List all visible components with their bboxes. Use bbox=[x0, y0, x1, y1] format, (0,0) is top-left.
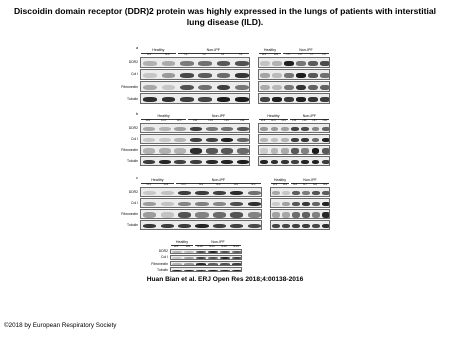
protein-band bbox=[284, 73, 293, 77]
protein-band bbox=[322, 224, 330, 228]
protein-band bbox=[291, 127, 299, 131]
row-label: Fibronectin bbox=[121, 212, 138, 217]
protein-band bbox=[174, 138, 186, 142]
row-label: Col I bbox=[131, 136, 138, 141]
protein-band bbox=[159, 148, 171, 153]
group-label: Healthy bbox=[175, 240, 189, 244]
protein-band bbox=[260, 97, 269, 101]
lane-label: H-3 bbox=[272, 183, 278, 186]
protein-band bbox=[162, 97, 176, 101]
protein-band bbox=[208, 251, 217, 253]
slide-title: Discoidin domain receptor (DDR)2 protein was highly expressed in the lungs of patients with interstitial lung disease (ILD). bbox=[13, 6, 437, 27]
lane-label: H-4 bbox=[271, 119, 276, 122]
lane-label: I-17 bbox=[312, 119, 317, 122]
lane-label: N-8 bbox=[312, 183, 318, 186]
protein-band bbox=[301, 138, 309, 142]
blot-strip bbox=[170, 249, 242, 254]
protein-band bbox=[237, 138, 249, 142]
protein-band bbox=[271, 148, 279, 153]
protein-band bbox=[232, 263, 241, 266]
protein-band bbox=[161, 224, 174, 228]
protein-band bbox=[260, 73, 269, 77]
protein-band bbox=[196, 263, 205, 266]
protein-band bbox=[260, 127, 268, 131]
blot-strip bbox=[140, 69, 250, 80]
protein-band bbox=[143, 61, 157, 65]
protein-band bbox=[184, 257, 193, 259]
lane-label: N-7 bbox=[302, 183, 308, 186]
protein-band bbox=[312, 191, 320, 195]
protein-band bbox=[235, 73, 249, 77]
row-label: Tubulin bbox=[127, 159, 138, 164]
row-label: Col I bbox=[161, 255, 168, 260]
protein-band bbox=[143, 85, 157, 91]
protein-band bbox=[217, 61, 231, 65]
protein-band bbox=[217, 97, 231, 101]
lane-label: N-9 bbox=[322, 183, 328, 186]
lane-label: I-11 bbox=[192, 119, 198, 122]
protein-band bbox=[232, 257, 241, 259]
protein-band bbox=[143, 160, 155, 164]
protein-band bbox=[272, 85, 281, 91]
row-label: Col I bbox=[131, 200, 138, 205]
row-label: Tubulin bbox=[157, 267, 168, 272]
protein-band bbox=[178, 202, 191, 206]
blot-strip bbox=[140, 134, 250, 144]
protein-band bbox=[161, 191, 174, 195]
protein-band bbox=[230, 191, 243, 195]
protein-band bbox=[312, 212, 320, 217]
protein-band bbox=[248, 212, 261, 217]
protein-band bbox=[272, 212, 280, 217]
protein-band bbox=[180, 97, 194, 101]
protein-band bbox=[282, 202, 290, 206]
blot-panel bbox=[121, 46, 250, 104]
protein-band bbox=[272, 202, 280, 206]
protein-band bbox=[296, 73, 305, 77]
protein-band bbox=[213, 212, 226, 217]
group-label: Healthy bbox=[157, 114, 170, 118]
lane-label: N-1 bbox=[181, 183, 186, 186]
row-label: Fibronectin bbox=[121, 148, 138, 153]
protein-band bbox=[196, 257, 205, 259]
protein-band bbox=[184, 270, 193, 272]
row-label: Fibronectin bbox=[151, 261, 168, 266]
protein-band bbox=[272, 61, 281, 65]
blot-strip bbox=[140, 187, 262, 197]
protein-band bbox=[271, 160, 279, 164]
protein-band bbox=[296, 97, 305, 101]
protein-band bbox=[320, 61, 329, 65]
protein-band bbox=[198, 85, 212, 91]
protein-band bbox=[260, 85, 269, 91]
protein-band bbox=[178, 191, 191, 195]
protein-band bbox=[184, 263, 193, 266]
lane-label: I-8 bbox=[322, 53, 326, 56]
protein-band bbox=[292, 191, 300, 195]
lane-label: I-18 bbox=[322, 119, 328, 122]
group-label: Non-IPF bbox=[299, 48, 313, 52]
protein-band bbox=[174, 148, 186, 153]
protein-band bbox=[143, 202, 156, 206]
protein-band bbox=[213, 224, 226, 228]
protein-band bbox=[312, 160, 320, 164]
protein-band bbox=[301, 148, 309, 153]
blot-strip bbox=[140, 156, 250, 166]
protein-band bbox=[208, 263, 217, 266]
protein-band bbox=[260, 61, 269, 65]
protein-band bbox=[221, 127, 233, 131]
protein-band bbox=[302, 224, 310, 228]
protein-band bbox=[174, 127, 186, 131]
protein-band bbox=[196, 270, 205, 272]
lane-label: N-3 bbox=[216, 183, 221, 186]
blot-strip bbox=[258, 134, 330, 144]
lane-label: I-2 bbox=[202, 53, 206, 56]
protein-band bbox=[308, 85, 317, 91]
blot-strip bbox=[140, 57, 250, 68]
protein-band bbox=[172, 257, 181, 259]
lane-label: I-6 bbox=[298, 53, 302, 56]
protein-band bbox=[208, 270, 217, 272]
protein-band bbox=[206, 138, 218, 142]
protein-band bbox=[221, 138, 233, 142]
protein-band bbox=[180, 85, 194, 91]
citation: Huan Bian et al. ERJ Open Res 2018;4:00138-2016 bbox=[146, 276, 304, 283]
protein-band bbox=[320, 73, 329, 77]
lane-label: N-11 bbox=[209, 245, 215, 248]
protein-band bbox=[180, 61, 194, 65]
protein-band bbox=[143, 148, 155, 153]
blot-strip bbox=[170, 255, 242, 260]
protein-band bbox=[159, 138, 171, 142]
protein-band bbox=[272, 73, 281, 77]
protein-band bbox=[237, 148, 249, 153]
lane-label: N-4 bbox=[233, 183, 238, 186]
protein-band bbox=[312, 224, 320, 228]
blot-strip bbox=[270, 198, 330, 208]
row-label: DDR2 bbox=[128, 125, 138, 130]
blot-strip bbox=[140, 93, 250, 104]
protein-band bbox=[291, 148, 299, 153]
protein-band bbox=[143, 97, 157, 101]
protein-band bbox=[260, 148, 268, 153]
protein-band bbox=[284, 61, 293, 65]
blot-strip bbox=[258, 93, 330, 104]
protein-band bbox=[172, 270, 181, 272]
protein-band bbox=[162, 61, 176, 65]
group-label: Healthy bbox=[263, 48, 277, 52]
lane-label: H-5 bbox=[177, 119, 182, 122]
lane-label: H-6 bbox=[185, 245, 191, 248]
group-label: Healthy bbox=[267, 114, 280, 118]
protein-band bbox=[302, 212, 310, 217]
row-label: Tubulin bbox=[127, 223, 138, 228]
lane-label: I-16 bbox=[302, 119, 307, 122]
blot-strip bbox=[270, 220, 330, 230]
protein-band bbox=[291, 138, 299, 142]
protein-band bbox=[143, 138, 155, 142]
protein-band bbox=[235, 97, 249, 101]
blot-strip bbox=[258, 57, 330, 68]
protein-band bbox=[161, 212, 174, 217]
group-label: Healthy bbox=[151, 178, 164, 182]
protein-band bbox=[271, 138, 279, 142]
protein-band bbox=[190, 148, 202, 153]
protein-band bbox=[322, 127, 330, 131]
protein-band bbox=[172, 263, 181, 266]
protein-band bbox=[143, 73, 157, 77]
protein-band bbox=[281, 138, 289, 142]
lane-label: H-1 bbox=[147, 53, 152, 56]
protein-band bbox=[296, 85, 305, 91]
protein-band bbox=[237, 127, 249, 131]
protein-band bbox=[198, 97, 212, 101]
protein-band bbox=[220, 257, 229, 259]
protein-band bbox=[143, 191, 156, 195]
protein-band bbox=[220, 251, 229, 253]
protein-band bbox=[162, 85, 176, 91]
protein-band bbox=[312, 202, 320, 206]
protein-band bbox=[162, 73, 176, 77]
protein-band bbox=[291, 160, 299, 164]
lane-label: H-1 bbox=[146, 183, 151, 186]
lane-label: I-7 bbox=[310, 53, 314, 56]
protein-band bbox=[308, 61, 317, 65]
protein-band bbox=[237, 160, 249, 164]
protein-band bbox=[308, 97, 317, 101]
blot-strip bbox=[140, 123, 250, 133]
protein-band bbox=[230, 224, 243, 228]
protein-band bbox=[198, 73, 212, 77]
protein-band bbox=[178, 224, 191, 228]
protein-band bbox=[217, 73, 231, 77]
protein-band bbox=[184, 251, 193, 253]
protein-band bbox=[230, 202, 243, 206]
protein-band bbox=[220, 270, 229, 272]
row-label: Tubulin bbox=[127, 96, 138, 101]
protein-band bbox=[206, 160, 218, 164]
protein-band bbox=[213, 191, 226, 195]
protein-band bbox=[206, 127, 218, 131]
blot-strip bbox=[258, 145, 330, 155]
protein-band bbox=[213, 202, 226, 206]
protein-band bbox=[221, 160, 233, 164]
group-label: Healthy bbox=[152, 48, 165, 52]
blot-strip bbox=[270, 187, 330, 197]
protein-band bbox=[143, 224, 156, 228]
blot-strip bbox=[270, 209, 330, 219]
blot-strip bbox=[140, 209, 262, 219]
protein-band bbox=[272, 191, 280, 195]
blot-panel bbox=[121, 176, 262, 230]
protein-band bbox=[232, 270, 241, 272]
protein-band bbox=[282, 224, 290, 228]
protein-band bbox=[322, 160, 330, 164]
protein-band bbox=[195, 191, 208, 195]
protein-band bbox=[190, 138, 202, 142]
protein-band bbox=[302, 202, 310, 206]
lane-label: H-3 bbox=[145, 119, 150, 122]
protein-band bbox=[312, 148, 320, 153]
protein-band bbox=[208, 257, 217, 259]
group-label: Non-IPF bbox=[211, 240, 225, 244]
protein-band bbox=[296, 61, 305, 65]
protein-band bbox=[206, 148, 218, 153]
protein-band bbox=[322, 212, 330, 217]
protein-band bbox=[322, 202, 330, 206]
lane-label: N-10 bbox=[197, 245, 203, 248]
protein-band bbox=[172, 251, 181, 253]
blot-strip bbox=[140, 145, 250, 155]
protein-band bbox=[281, 148, 289, 153]
group-label: Non-IPF bbox=[211, 178, 226, 182]
lane-label: I-12 bbox=[208, 119, 213, 122]
protein-band bbox=[308, 73, 317, 77]
protein-band bbox=[161, 202, 174, 206]
lane-label: I-15 bbox=[291, 119, 297, 122]
lane-label: I-4 bbox=[239, 53, 243, 56]
blot-strip bbox=[258, 81, 330, 92]
protein-band bbox=[230, 212, 243, 217]
protein-band bbox=[248, 191, 261, 195]
protein-band bbox=[292, 224, 300, 228]
lane-label: I-5 bbox=[286, 53, 290, 56]
protein-band bbox=[195, 224, 208, 228]
protein-band bbox=[174, 160, 186, 164]
group-label: Non-IPF bbox=[302, 114, 317, 118]
protein-band bbox=[198, 61, 212, 65]
protein-band bbox=[301, 127, 309, 131]
blot-strip bbox=[140, 198, 262, 208]
blot-panel bbox=[270, 178, 330, 230]
copyright-notice: ©2018 by European Respiratory Society bbox=[4, 322, 117, 329]
lane-label: I-3 bbox=[220, 53, 224, 56]
blot-strip bbox=[258, 69, 330, 80]
lane-label: N-5 bbox=[251, 183, 256, 186]
lane-label: H-2 bbox=[273, 53, 279, 56]
protein-band bbox=[272, 224, 280, 228]
lane-label: I-14 bbox=[239, 119, 245, 122]
protein-band bbox=[281, 160, 289, 164]
blot-strip bbox=[140, 220, 262, 230]
lane-label: H-5 bbox=[173, 245, 179, 248]
protein-band bbox=[282, 191, 290, 195]
protein-band bbox=[221, 148, 233, 153]
row-label: DDR2 bbox=[158, 249, 168, 254]
group-label: Non-IPF bbox=[206, 48, 221, 52]
protein-band bbox=[180, 73, 194, 77]
protein-band bbox=[284, 85, 293, 91]
blot-panel bbox=[121, 112, 250, 166]
protein-band bbox=[282, 212, 290, 217]
protein-band bbox=[292, 202, 300, 206]
lane-label: N-13 bbox=[233, 245, 239, 248]
row-label: Fibronectin bbox=[121, 84, 138, 89]
lane-label: H-4 bbox=[282, 183, 288, 186]
lane-label: H-5 bbox=[281, 119, 286, 122]
group-label: Healthy bbox=[273, 178, 287, 182]
protein-band bbox=[220, 263, 229, 266]
protein-band bbox=[312, 127, 320, 131]
lane-label: N-6 bbox=[292, 183, 298, 186]
group-label: Non-IPF bbox=[211, 114, 226, 118]
protein-band bbox=[312, 138, 320, 142]
panel-letter: b bbox=[136, 112, 139, 116]
protein-band bbox=[235, 85, 249, 91]
protein-band bbox=[322, 138, 330, 142]
protein-band bbox=[196, 251, 205, 253]
blot-strip bbox=[140, 81, 250, 92]
protein-band bbox=[232, 251, 241, 253]
lane-label: H-3 bbox=[261, 119, 266, 122]
protein-band bbox=[301, 160, 309, 164]
lane-label: H-2 bbox=[165, 53, 170, 56]
lane-label: I-13 bbox=[224, 119, 229, 122]
protein-band bbox=[248, 202, 261, 206]
protein-band bbox=[292, 212, 300, 217]
protein-band bbox=[159, 127, 171, 131]
blot-strip bbox=[258, 156, 330, 166]
protein-band bbox=[281, 127, 289, 131]
protein-band bbox=[190, 127, 202, 131]
protein-band bbox=[284, 97, 293, 101]
protein-band bbox=[195, 202, 208, 206]
protein-band bbox=[143, 127, 155, 131]
panel-letter: c bbox=[136, 176, 138, 180]
blot-strip bbox=[170, 267, 242, 272]
protein-band bbox=[143, 212, 156, 217]
blot-panel bbox=[258, 48, 330, 104]
protein-band bbox=[178, 212, 191, 217]
protein-band bbox=[272, 97, 281, 101]
protein-band bbox=[195, 212, 208, 217]
protein-band bbox=[302, 191, 310, 195]
lane-label: H-4 bbox=[161, 119, 166, 122]
lane-label: H-1 bbox=[261, 53, 267, 56]
lane-label: N-2 bbox=[198, 183, 204, 186]
blot-panel bbox=[258, 114, 330, 166]
blot-panel bbox=[151, 240, 242, 272]
lane-label: H-2 bbox=[164, 183, 169, 186]
protein-band bbox=[260, 138, 268, 142]
protein-band bbox=[260, 160, 268, 164]
panel-letter: a bbox=[136, 46, 139, 50]
lane-label: I-1 bbox=[184, 53, 188, 56]
protein-band bbox=[235, 61, 249, 65]
protein-band bbox=[159, 160, 171, 164]
group-label: Non-IPF bbox=[303, 178, 317, 182]
protein-band bbox=[322, 191, 330, 195]
protein-band bbox=[190, 160, 202, 164]
row-label: DDR2 bbox=[128, 189, 138, 194]
lane-label: N-12 bbox=[221, 245, 227, 248]
protein-band bbox=[271, 127, 279, 131]
protein-band bbox=[320, 97, 329, 101]
protein-band bbox=[322, 148, 330, 153]
row-label: Col I bbox=[131, 72, 138, 77]
protein-band bbox=[217, 85, 231, 91]
protein-band bbox=[248, 224, 261, 228]
row-label: DDR2 bbox=[128, 60, 138, 65]
protein-band bbox=[320, 85, 329, 91]
blot-strip bbox=[258, 123, 330, 133]
blot-strip bbox=[170, 261, 242, 266]
